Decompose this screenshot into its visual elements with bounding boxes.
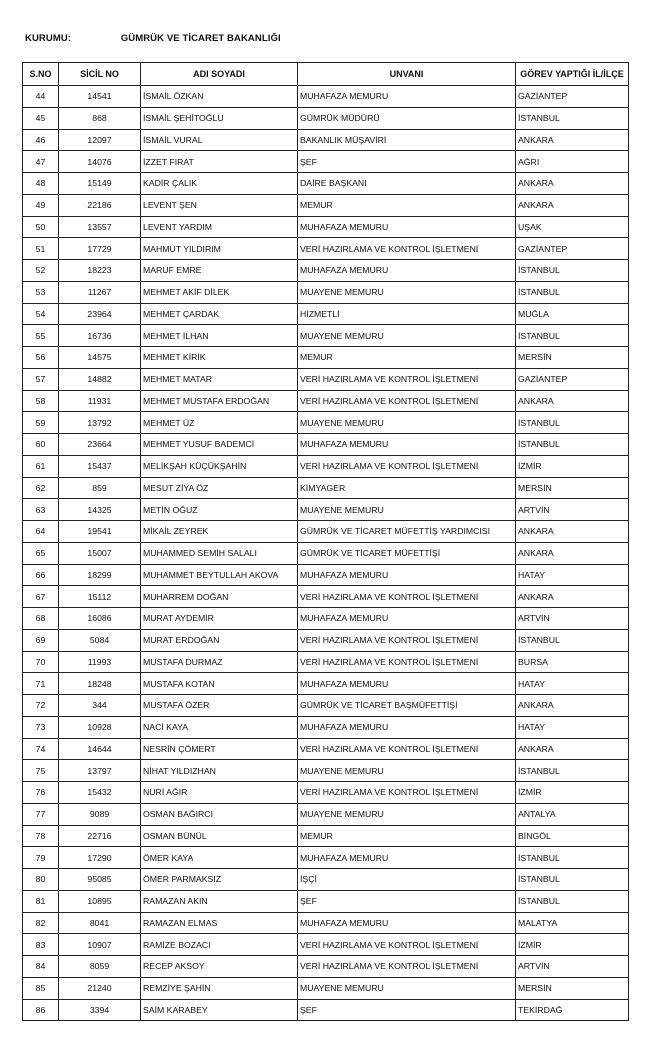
- cell-name: RAMİZE BOZACI: [141, 934, 298, 956]
- cell-sno: 45: [23, 107, 59, 129]
- cell-name: İSMAİL ÖZKAN: [141, 86, 298, 108]
- cell-name: LEVENT ŞEN: [141, 194, 298, 216]
- table-row: [23, 281, 629, 303]
- cell-sicil: 21240: [59, 977, 141, 999]
- column-header-sno: S.NO: [23, 63, 59, 86]
- table-row: [23, 912, 629, 934]
- cell-sno: 84: [23, 956, 59, 978]
- cell-name: REMZİYE ŞAHİN: [141, 977, 298, 999]
- cell-title: VERİ HAZIRLAMA VE KONTROL İŞLETMENİ: [298, 390, 516, 412]
- table-row: [23, 434, 629, 456]
- cell-sicil: 22716: [59, 825, 141, 847]
- table-header-row: [23, 63, 629, 86]
- cell-location: İSTANBUL: [516, 847, 629, 869]
- cell-sicil: 95085: [59, 869, 141, 891]
- cell-name: ÖMER PARMAKSIZ: [141, 869, 298, 891]
- cell-location: BİNGÖL: [516, 825, 629, 847]
- table-row: [23, 716, 629, 738]
- cell-title: BAKANLIK MÜŞAVİRİ: [298, 129, 516, 151]
- table-row: [23, 629, 629, 651]
- cell-sicil: 14882: [59, 368, 141, 390]
- cell-sno: 59: [23, 412, 59, 434]
- cell-name: MESUT ZİYA ÖZ: [141, 477, 298, 499]
- cell-title: MUHAFAZA MEMURU: [298, 564, 516, 586]
- cell-sno: 60: [23, 434, 59, 456]
- cell-location: İZMİR: [516, 782, 629, 804]
- cell-sicil: 18248: [59, 673, 141, 695]
- cell-sno: 57: [23, 368, 59, 390]
- cell-sicil: 13557: [59, 216, 141, 238]
- cell-name: İZZET FIRAT: [141, 151, 298, 173]
- cell-title: HİZMETLİ: [298, 303, 516, 325]
- cell-sno: 75: [23, 760, 59, 782]
- cell-sno: 67: [23, 586, 59, 608]
- cell-sno: 55: [23, 325, 59, 347]
- cell-sicil: 14644: [59, 738, 141, 760]
- cell-sno: 61: [23, 455, 59, 477]
- cell-sno: 70: [23, 651, 59, 673]
- cell-title: MUAYENE MEMURU: [298, 977, 516, 999]
- cell-sno: 71: [23, 673, 59, 695]
- cell-name: RAMAZAN ELMAS: [141, 912, 298, 934]
- cell-sno: 79: [23, 847, 59, 869]
- table-row: [23, 803, 629, 825]
- cell-location: İSTANBUL: [516, 869, 629, 891]
- cell-location: HATAY: [516, 673, 629, 695]
- cell-sicil: 11993: [59, 651, 141, 673]
- cell-name: MİKAİL ZEYREK: [141, 521, 298, 543]
- cell-name: MUSTAFA KOTAN: [141, 673, 298, 695]
- cell-location: İSTANBUL: [516, 629, 629, 651]
- cell-sno: 48: [23, 173, 59, 195]
- cell-location: GAZİANTEP: [516, 86, 629, 108]
- cell-sno: 85: [23, 977, 59, 999]
- cell-title: MUHAFAZA MEMURU: [298, 434, 516, 456]
- cell-sicil: 19541: [59, 521, 141, 543]
- cell-name: NESRİN ÇÖMERT: [141, 738, 298, 760]
- cell-name: İSMAİL VURAL: [141, 129, 298, 151]
- cell-location: ANKARA: [516, 521, 629, 543]
- cell-title: ŞEF: [298, 151, 516, 173]
- cell-title: GÜMRÜK VE TİCARET MÜFETTİŞİ: [298, 542, 516, 564]
- cell-title: GÜMRÜK VE TİCARET BAŞMÜFETTİŞİ: [298, 695, 516, 717]
- cell-location: ANKARA: [516, 586, 629, 608]
- cell-name: MELİKŞAH KÜÇÜKŞAHİN: [141, 455, 298, 477]
- cell-location: MERSİN: [516, 347, 629, 369]
- cell-location: İSTANBUL: [516, 760, 629, 782]
- cell-sno: 73: [23, 716, 59, 738]
- cell-location: İSTANBUL: [516, 890, 629, 912]
- cell-sicil: 23664: [59, 434, 141, 456]
- table-row: [23, 890, 629, 912]
- cell-title: MUAYENE MEMURU: [298, 281, 516, 303]
- cell-name: İSMAİL ŞEHİTOĞLU: [141, 107, 298, 129]
- cell-location: TEKİRDAĞ: [516, 999, 629, 1021]
- cell-sicil: 17290: [59, 847, 141, 869]
- cell-location: İZMİR: [516, 455, 629, 477]
- cell-title: VERİ HAZIRLAMA VE KONTROL İŞLETMENİ: [298, 368, 516, 390]
- cell-sicil: 12097: [59, 129, 141, 151]
- cell-title: ŞEF: [298, 999, 516, 1021]
- column-header-sicil: SİCİL NO: [59, 63, 141, 86]
- cell-title: VERİ HAZIRLAMA VE KONTROL İŞLETMENİ: [298, 956, 516, 978]
- table-row: [23, 825, 629, 847]
- cell-name: OSMAN BÜNÜL: [141, 825, 298, 847]
- table-body: [23, 86, 629, 1021]
- cell-sno: 50: [23, 216, 59, 238]
- cell-sicil: 14325: [59, 499, 141, 521]
- cell-title: MUHAFAZA MEMURU: [298, 216, 516, 238]
- cell-sicil: 15437: [59, 455, 141, 477]
- cell-location: ANKARA: [516, 695, 629, 717]
- cell-title: VERİ HAZIRLAMA VE KONTROL İŞLETMENİ: [298, 586, 516, 608]
- cell-sno: 74: [23, 738, 59, 760]
- cell-sicil: 8041: [59, 912, 141, 934]
- cell-sicil: 15007: [59, 542, 141, 564]
- cell-name: MUSTAFA ÖZER: [141, 695, 298, 717]
- cell-sicil: 5084: [59, 629, 141, 651]
- cell-location: AĞRI: [516, 151, 629, 173]
- cell-title: VERİ HAZIRLAMA VE KONTROL İŞLETMENİ: [298, 238, 516, 260]
- cell-sicil: 22186: [59, 194, 141, 216]
- cell-title: MUHAFAZA MEMURU: [298, 86, 516, 108]
- table-row: [23, 151, 629, 173]
- table-row: [23, 390, 629, 412]
- table-row: [23, 455, 629, 477]
- cell-location: ANTALYA: [516, 803, 629, 825]
- table-row: [23, 608, 629, 630]
- table-row: [23, 738, 629, 760]
- cell-sno: 58: [23, 390, 59, 412]
- table-row: [23, 129, 629, 151]
- cell-location: İSTANBUL: [516, 260, 629, 282]
- cell-name: SAİM KARABEY: [141, 999, 298, 1021]
- cell-name: NACİ KAYA: [141, 716, 298, 738]
- cell-sno: 78: [23, 825, 59, 847]
- table-row: [23, 782, 629, 804]
- cell-sno: 65: [23, 542, 59, 564]
- cell-sicil: 868: [59, 107, 141, 129]
- cell-sicil: 10895: [59, 890, 141, 912]
- cell-sno: 64: [23, 521, 59, 543]
- cell-title: VERİ HAZIRLAMA VE KONTROL İŞLETMENİ: [298, 651, 516, 673]
- table-row: [23, 760, 629, 782]
- cell-location: ARTVİN: [516, 956, 629, 978]
- cell-sno: 51: [23, 238, 59, 260]
- cell-sno: 52: [23, 260, 59, 282]
- cell-name: MEHMET ÜZ: [141, 412, 298, 434]
- table-row: [23, 869, 629, 891]
- cell-sicil: 16086: [59, 608, 141, 630]
- cell-title: VERİ HAZIRLAMA VE KONTROL İŞLETMENİ: [298, 934, 516, 956]
- institution-name: GÜMRÜK VE TİCARET BAKANLIĞI: [120, 33, 281, 44]
- cell-sno: 63: [23, 499, 59, 521]
- cell-title: MUHAFAZA MEMURU: [298, 847, 516, 869]
- cell-title: MUHAFAZA MEMURU: [298, 608, 516, 630]
- cell-location: BURSA: [516, 651, 629, 673]
- cell-sno: 76: [23, 782, 59, 804]
- cell-title: MUHAFAZA MEMURU: [298, 912, 516, 934]
- cell-location: İSTANBUL: [516, 107, 629, 129]
- cell-sno: 46: [23, 129, 59, 151]
- cell-title: MUAYENE MEMURU: [298, 412, 516, 434]
- cell-location: ANKARA: [516, 173, 629, 195]
- cell-name: MUHAMMED SEMİH SALALI: [141, 542, 298, 564]
- table-row: [23, 260, 629, 282]
- cell-name: MAHMUT YILDIRIM: [141, 238, 298, 260]
- cell-location: İSTANBUL: [516, 434, 629, 456]
- cell-location: ARTVİN: [516, 499, 629, 521]
- cell-name: OSMAN BAĞIRCI: [141, 803, 298, 825]
- cell-title: VERİ HAZIRLAMA VE KONTROL İŞLETMENİ: [298, 455, 516, 477]
- table-row: [23, 673, 629, 695]
- table-row: [23, 303, 629, 325]
- cell-sicil: 23964: [59, 303, 141, 325]
- cell-title: MUAYENE MEMURU: [298, 760, 516, 782]
- table-row: [23, 847, 629, 869]
- table-row: [23, 107, 629, 129]
- cell-location: İZMİR: [516, 934, 629, 956]
- table-row: [23, 499, 629, 521]
- cell-location: ARTVİN: [516, 608, 629, 630]
- table-row: [23, 347, 629, 369]
- cell-sicil: 8059: [59, 956, 141, 978]
- cell-sicil: 15432: [59, 782, 141, 804]
- cell-title: MEMUR: [298, 347, 516, 369]
- cell-sicil: 13797: [59, 760, 141, 782]
- table-row: [23, 521, 629, 543]
- cell-sno: 80: [23, 869, 59, 891]
- cell-sicil: 14541: [59, 86, 141, 108]
- cell-sno: 86: [23, 999, 59, 1021]
- cell-location: ANKARA: [516, 542, 629, 564]
- cell-title: ŞEF: [298, 890, 516, 912]
- cell-sno: 53: [23, 281, 59, 303]
- cell-name: RAMAZAN AKIN: [141, 890, 298, 912]
- cell-sno: 68: [23, 608, 59, 630]
- cell-title: GÜMRÜK VE TİCARET MÜFETTİŞ YARDIMCISI: [298, 521, 516, 543]
- cell-sno: 62: [23, 477, 59, 499]
- table-row: [23, 542, 629, 564]
- table-row: [23, 564, 629, 586]
- document-header: [25, 33, 281, 44]
- cell-sicil: 18299: [59, 564, 141, 586]
- cell-sno: 82: [23, 912, 59, 934]
- cell-sicil: 10907: [59, 934, 141, 956]
- cell-sno: 69: [23, 629, 59, 651]
- cell-title: GÜMRÜK MÜDÜRÜ: [298, 107, 516, 129]
- cell-title: MUHAFAZA MEMURU: [298, 260, 516, 282]
- cell-name: ÖMER KAYA: [141, 847, 298, 869]
- cell-sno: 77: [23, 803, 59, 825]
- cell-sno: 56: [23, 347, 59, 369]
- cell-name: RECEP AKSOY: [141, 956, 298, 978]
- cell-location: ANKARA: [516, 129, 629, 151]
- table-row: [23, 238, 629, 260]
- cell-sno: 54: [23, 303, 59, 325]
- cell-location: İSTANBUL: [516, 325, 629, 347]
- cell-location: ANKARA: [516, 738, 629, 760]
- cell-name: MEHMET YUSUF BADEMCİ: [141, 434, 298, 456]
- cell-location: MERSİN: [516, 977, 629, 999]
- cell-title: VERİ HAZIRLAMA VE KONTROL İŞLETMENİ: [298, 629, 516, 651]
- cell-title: MEMUR: [298, 194, 516, 216]
- cell-name: METİN OĞUZ: [141, 499, 298, 521]
- cell-location: İSTANBUL: [516, 412, 629, 434]
- cell-sicil: 11267: [59, 281, 141, 303]
- cell-location: GAZİANTEP: [516, 238, 629, 260]
- cell-sicil: 859: [59, 477, 141, 499]
- table-row: [23, 173, 629, 195]
- cell-location: ANKARA: [516, 194, 629, 216]
- cell-name: MARUF EMRE: [141, 260, 298, 282]
- column-header-location: GÖREV YAPTIĞI İL/İLÇE: [516, 63, 629, 86]
- table-row: [23, 956, 629, 978]
- cell-name: MEHMET KİRİK: [141, 347, 298, 369]
- cell-sno: 49: [23, 194, 59, 216]
- cell-name: MEHMET İLHAN: [141, 325, 298, 347]
- cell-name: KADİR ÇALIK: [141, 173, 298, 195]
- table-row: [23, 934, 629, 956]
- cell-title: İŞÇİ: [298, 869, 516, 891]
- column-header-title: UNVANI: [298, 63, 516, 86]
- cell-title: DAİRE BAŞKANI: [298, 173, 516, 195]
- cell-name: MURAT ERDOĞAN: [141, 629, 298, 651]
- cell-title: MUAYENE MEMURU: [298, 803, 516, 825]
- cell-sno: 44: [23, 86, 59, 108]
- cell-title: MUHAFAZA MEMURU: [298, 716, 516, 738]
- cell-sicil: 18223: [59, 260, 141, 282]
- cell-location: ANKARA: [516, 390, 629, 412]
- cell-name: MEHMET MUSTAFA ERDOĞAN: [141, 390, 298, 412]
- cell-name: LEVENT YARDIM: [141, 216, 298, 238]
- cell-name: MEHMET ÇARDAK: [141, 303, 298, 325]
- table-row: [23, 477, 629, 499]
- cell-location: MALATYA: [516, 912, 629, 934]
- cell-sicil: 15112: [59, 586, 141, 608]
- cell-sicil: 10928: [59, 716, 141, 738]
- cell-location: İSTANBUL: [516, 281, 629, 303]
- cell-location: HATAY: [516, 564, 629, 586]
- cell-name: MEHMET MATAR: [141, 368, 298, 390]
- cell-sicil: 9089: [59, 803, 141, 825]
- cell-name: MUHARREM DOĞAN: [141, 586, 298, 608]
- cell-sicil: 17729: [59, 238, 141, 260]
- cell-location: MERSİN: [516, 477, 629, 499]
- table-row: [23, 695, 629, 717]
- cell-name: NURİ AĞIR: [141, 782, 298, 804]
- cell-sicil: 3394: [59, 999, 141, 1021]
- cell-name: MUHAMMET BEYTULLAH AKOVA: [141, 564, 298, 586]
- cell-sicil: 344: [59, 695, 141, 717]
- cell-title: KİMYAGER: [298, 477, 516, 499]
- cell-name: MEHMET AKİF DİLEK: [141, 281, 298, 303]
- cell-sno: 66: [23, 564, 59, 586]
- cell-location: UŞAK: [516, 216, 629, 238]
- cell-sno: 72: [23, 695, 59, 717]
- cell-title: MUAYENE MEMURU: [298, 499, 516, 521]
- cell-sicil: 14575: [59, 347, 141, 369]
- cell-sicil: 13792: [59, 412, 141, 434]
- table-row: [23, 368, 629, 390]
- column-header-name: ADI SOYADI: [141, 63, 298, 86]
- cell-name: NİHAT YILDIZHAN: [141, 760, 298, 782]
- cell-location: MUĞLA: [516, 303, 629, 325]
- personnel-table: [22, 62, 629, 1021]
- cell-title: MUHAFAZA MEMURU: [298, 673, 516, 695]
- table-row: [23, 977, 629, 999]
- cell-sno: 47: [23, 151, 59, 173]
- table-row: [23, 999, 629, 1021]
- cell-title: MUAYENE MEMURU: [298, 325, 516, 347]
- cell-sicil: 16736: [59, 325, 141, 347]
- cell-title: MEMUR: [298, 825, 516, 847]
- cell-name: MURAT AYDEMİR: [141, 608, 298, 630]
- institution-label: KURUMU:: [25, 33, 72, 44]
- table-row: [23, 194, 629, 216]
- table-row: [23, 216, 629, 238]
- table-row: [23, 412, 629, 434]
- cell-title: VERİ HAZIRLAMA VE KONTROL İŞLETMENİ: [298, 782, 516, 804]
- cell-sno: 83: [23, 934, 59, 956]
- cell-title: VERİ HAZIRLAMA VE KONTROL İŞLETMENİ: [298, 738, 516, 760]
- table-row: [23, 86, 629, 108]
- cell-sicil: 15149: [59, 173, 141, 195]
- cell-location: HATAY: [516, 716, 629, 738]
- cell-name: MUSTAFA DURMAZ: [141, 651, 298, 673]
- table-row: [23, 325, 629, 347]
- cell-location: GAZİANTEP: [516, 368, 629, 390]
- cell-sicil: 14076: [59, 151, 141, 173]
- table-row: [23, 651, 629, 673]
- cell-sno: 81: [23, 890, 59, 912]
- table-row: [23, 586, 629, 608]
- cell-sicil: 11931: [59, 390, 141, 412]
